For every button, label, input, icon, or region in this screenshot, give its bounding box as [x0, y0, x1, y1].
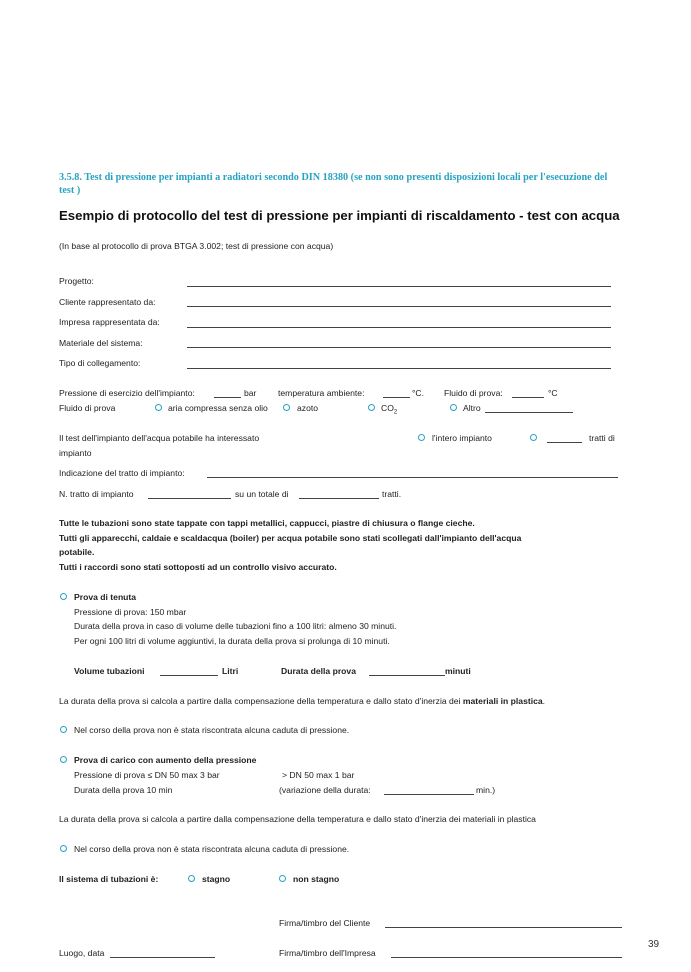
- radio-stagno[interactable]: [188, 875, 195, 882]
- altro-label: Altro: [463, 403, 481, 413]
- totale-line[interactable]: [299, 498, 379, 499]
- fluido-prova-temp-unit: °C: [548, 388, 558, 398]
- variazione-min: min.): [476, 785, 496, 795]
- prova-carico-title: Prova di carico con aumento della pressione: [74, 755, 257, 765]
- fluido-prova-temp-label: Fluido di prova:: [444, 388, 503, 398]
- field-impresa-label: Impresa rappresentata da:: [59, 317, 160, 327]
- azoto-label: azoto: [297, 403, 319, 413]
- note-apparecchi: Tutti gli apparecchi, caldaie e scaldacqua (boiler) per acqua potabile sono stati scollegati dall'impianto dell'acqua: [59, 533, 522, 543]
- luogo-label: Luogo, data: [59, 948, 105, 958]
- radio-altro[interactable]: [450, 404, 457, 411]
- bar-unit: bar: [244, 388, 257, 398]
- durata-label: Durata della prova: [281, 666, 356, 676]
- prova-carico-left2: Durata della prova 10 min: [74, 785, 173, 795]
- potabile-text-2: impianto: [59, 448, 92, 458]
- aria-compressa-label: aria compressa senza olio: [168, 403, 268, 413]
- fluido-prova-temp-line[interactable]: [512, 397, 544, 398]
- field-cliente-line[interactable]: [187, 306, 611, 307]
- temperatura-label: temperatura ambiente:: [278, 388, 365, 398]
- temperatura-unit: °C.: [412, 388, 425, 398]
- section-heading: 3.5.8. Test di pressione per impianti a radiatori secondo DIN 18380 (se non sono presenti disposizioni locali per l'esecuzione del test ): [59, 172, 608, 196]
- field-progetto-label: Progetto:: [59, 276, 94, 286]
- temperatura-line[interactable]: [383, 397, 410, 398]
- radio-azoto[interactable]: [283, 404, 290, 411]
- note-durata-text: La durata della prova si calcola a partire dalla compensazione della temperatura e dallo stato d'inerzia dei: [59, 696, 461, 706]
- co2-main: CO: [381, 403, 394, 413]
- page-number: 39: [648, 939, 660, 950]
- note-raccordi: Tutti i raccordi sono stati sottoposti ad un controllo visivo accurato.: [59, 562, 337, 572]
- potabile-text: Il test dell'impianto dell'acqua potabile ha interessato: [59, 433, 260, 443]
- prova-carico-left1: Pressione di prova ≤ DN 50 max 3 bar: [74, 770, 220, 780]
- note-durata-end: .: [542, 696, 546, 706]
- totale-label: su un totale di: [235, 489, 289, 499]
- prova-tenuta-line3: Per ogni 100 litri di volume aggiuntivi, la durata della prova si prolunga di 10 minuti.: [74, 636, 390, 646]
- no-caduta-2-label: Nel corso della prova non è stata riscontrata alcuna caduta di pressione.: [74, 844, 350, 854]
- radio-no-caduta-1[interactable]: [60, 726, 67, 733]
- volume-line[interactable]: [160, 675, 218, 676]
- note-durata-bold: materiali in plastica: [462, 696, 543, 706]
- note-apparecchi-2: potabile.: [59, 547, 95, 557]
- radio-intero-impianto[interactable]: [418, 434, 425, 441]
- prova-carico-right1: > DN 50 max 1 bar: [282, 770, 355, 780]
- radio-non-stagno[interactable]: [279, 875, 286, 882]
- page-title: Esempio di protocollo del test di pressione per impianti di riscaldamento - test con acqua: [59, 208, 620, 223]
- indicazione-label: Indicazione del tratto di impianto:: [59, 468, 185, 478]
- prova-tenuta-title: Prova di tenuta: [74, 592, 137, 602]
- radio-co2[interactable]: [368, 404, 375, 411]
- firma-cliente-label: Firma/timbro del Cliente: [279, 918, 371, 928]
- tratti-end-label: tratti.: [382, 489, 402, 499]
- variazione-label: (variazione della durata:: [279, 785, 371, 795]
- indicazione-line[interactable]: [207, 477, 618, 478]
- luogo-line[interactable]: [110, 957, 215, 958]
- ntratto-label: N. tratto di impianto: [59, 489, 134, 499]
- field-collegamento-label: Tipo di collegamento:: [59, 358, 141, 368]
- note-durata-plastica: [59, 696, 545, 706]
- durata-line[interactable]: [369, 675, 445, 676]
- co2-label: [381, 403, 397, 416]
- non-stagno-label: non stagno: [293, 874, 340, 884]
- firma-cliente-line[interactable]: [385, 927, 622, 928]
- litri-label: Litri: [222, 666, 239, 676]
- prova-tenuta-line1: Pressione di prova: 150 mbar: [74, 607, 187, 617]
- intero-impianto-label: l'intero impianto: [432, 433, 492, 443]
- volume-label: Volume tubazioni: [74, 666, 145, 676]
- fluido-label: Fluido di prova: [59, 403, 116, 413]
- altro-line[interactable]: [485, 412, 573, 413]
- firma-impresa-label: Firma/timbro dell'Impresa: [279, 948, 376, 958]
- page-subtitle: (In base al protocollo di prova BTGA 3.002; test di pressione con acqua): [59, 241, 334, 251]
- prova-tenuta-line2: Durata della prova in caso di volume delle tubazioni fino a 100 litri: almeno 30 minuti.: [74, 621, 397, 631]
- field-materiale-line[interactable]: [187, 347, 611, 348]
- field-collegamento-line[interactable]: [187, 368, 611, 369]
- no-caduta-1-label: Nel corso della prova non è stata riscontrata alcuna caduta di pressione.: [74, 725, 350, 735]
- firma-impresa-line[interactable]: [391, 957, 622, 958]
- radio-no-caduta-2[interactable]: [60, 845, 67, 852]
- note-tappi: Tutte le tubazioni sono state tappate con tappi metallici, cappucci, piastre di chiusura o flange cieche.: [59, 518, 475, 528]
- minuti-label: minuti: [445, 666, 471, 676]
- stagno-label: stagno: [202, 874, 231, 884]
- pressione-esercizio-line[interactable]: [214, 397, 241, 398]
- field-materiale-label: Materiale del sistema:: [59, 338, 143, 348]
- radio-prova-carico[interactable]: [60, 756, 67, 763]
- co2-subscript: 2: [393, 409, 398, 416]
- radio-prova-tenuta[interactable]: [60, 593, 67, 600]
- note-durata-2: La durata della prova si calcola a partire dalla compensazione della temperatura e dallo stato d'inerzia dei materiali in plastica: [59, 814, 536, 824]
- field-progetto-line[interactable]: [187, 286, 611, 287]
- tratti-line[interactable]: [547, 442, 582, 443]
- field-cliente-label: Cliente rappresentato da:: [59, 297, 156, 307]
- sistema-label: Il sistema di tubazioni è:: [59, 874, 159, 884]
- field-impresa-line[interactable]: [187, 327, 611, 328]
- tratti-label: tratti di: [589, 433, 615, 443]
- variazione-line[interactable]: [384, 794, 474, 795]
- pressione-esercizio-label: Pressione di esercizio dell'impianto:: [59, 388, 195, 398]
- ntratto-line[interactable]: [148, 498, 231, 499]
- radio-aria-compressa[interactable]: [155, 404, 162, 411]
- radio-tratti[interactable]: [530, 434, 537, 441]
